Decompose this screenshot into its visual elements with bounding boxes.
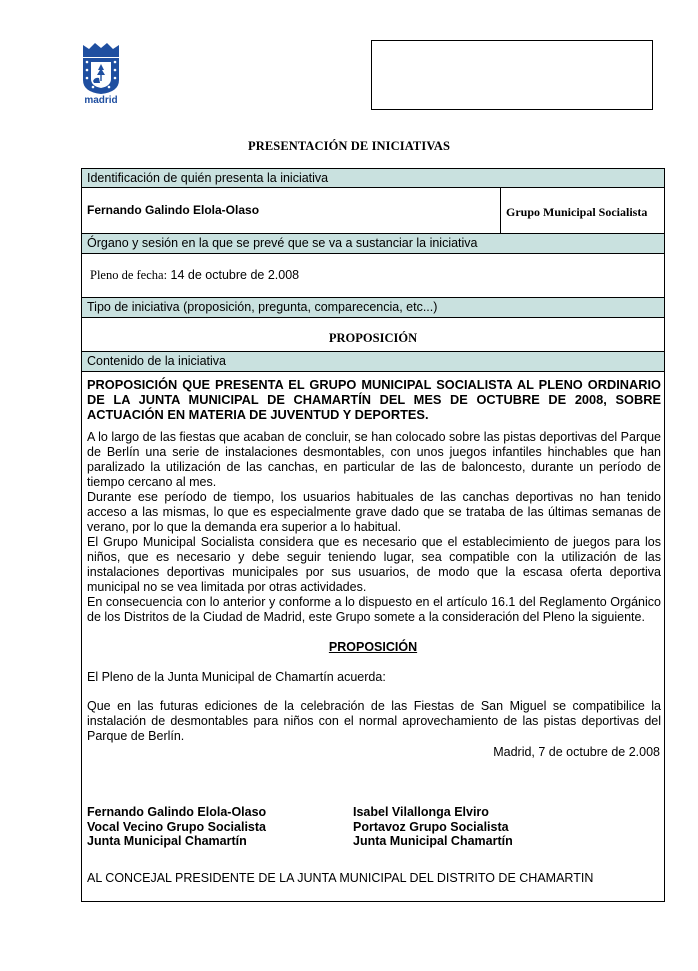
session-prefix: Pleno de fecha: [90,268,168,282]
organ-label-row [82,234,664,254]
content-paragraph: El Grupo Municipal Socialista considera que es necesario que el establecimiento de juegos para los niños, que es necesario y debe seguir teniendo lugar, sea compatible con la utilización de las instalaciones deportivas municipales por sus usuarios, de modo que la escasa oferta deportiva municipal no se vea limitada por otras actividades. [87,535,661,594]
addressee: AL CONCEJAL PRESIDENTE DE LA JUNTA MUNICIPAL DEL DISTRITO DE CHAMARTIN [87,871,594,885]
organ-label: Órgano y sesión en la que se prevé que se va a sustanciar la iniciativa [87,236,478,250]
content-paragraph: En consecuencia con lo anterior y conforme a lo dispuesto en el artículo 16.1 del Reglamento Orgánico de los Distritos de la Ciudad de Madrid, este Grupo somete a la consideración del Pleno la siguiente. [87,595,661,624]
signature-body: Junta Municipal Chamartín [353,834,513,848]
signature-name: Fernando Galindo Elola-Olaso [87,805,267,819]
agreement-intro: El Pleno de la Junta Municipal de Chamartín acuerda: [87,670,386,684]
agreement-text: Que en las futuras ediciones de la celebración de las Fiestas de San Miguel se compatibilice la instalación de desmontables para niños con el normal aprovechamiento de las pistas deportivas del Parque de Berlín. [87,699,661,743]
signature-name: Isabel Vilallonga Elviro [353,805,489,819]
content-label-row [82,352,664,372]
signature-role: Portavoz Grupo Socialista [353,819,509,834]
type-label: Tipo de iniciativa (proposición, pregunta, comparecencia, etc...) [87,300,438,314]
initiative-form [81,168,665,902]
identification-label: Identificación de quién presenta la iniciativa [87,171,329,185]
registration-stamp-box [371,40,653,110]
type-value-row [82,318,664,352]
presenter-divider [500,188,501,233]
document-title: PRESENTACIÓN DE INICIATIVAS [247,139,451,153]
type-value: PROPOSICIÓN [328,331,418,345]
signature-role: Vocal Vecino Grupo Socialista [87,819,266,834]
presenter-row [82,188,664,234]
group-name: Grupo Municipal Socialista [506,205,648,219]
logo-text: madrid [84,95,118,106]
content-label: Contenido de la iniciativa [87,354,226,368]
content-paragraph: Durante ese período de tiempo, los usuarios habituales de las canchas deportivas no han tenido acceso a las mismas, lo que es especialmente grave dado que se trataba de las últimas semanas de verano, por lo que la demanda era superior a lo habitual. [87,490,661,534]
session-date: 14 de octubre de 2.008 [170,268,300,282]
identification-label-row [82,169,664,188]
presenter-name: Fernando Galindo Elola-Olaso [87,203,260,217]
signature-body: Junta Municipal Chamartín [87,834,247,848]
signature-block-left [87,805,266,849]
proposal-heading: PROPOSICIÓN [328,640,418,654]
content-heading: PROPOSICIÓN QUE PRESENTA EL GRUPO MUNICIPAL SOCIALISTA AL PLENO ORDINARIO DE LA JUNTA MUNICIPAL DE CHAMARTÍN DEL MES DE OCTUBRE DE 2008, SOBRE ACTUACIÓN EN MATERIA DE JUVENTUD Y DEPORTES. [87,377,661,422]
content-paragraph: A lo largo de las fiestas que acaban de concluir, se han colocado sobre las pistas deportivas del Parque de Berlín una serie de instalaciones desmontables, con unos juegos infantiles hinchables que han paralizado la utilización de las canchas, en particular de las de baloncesto, durante un período de tiempo cercano al mes. [87,430,661,489]
session-row [82,254,664,298]
type-label-row [82,298,664,318]
date-line: Madrid, 7 de octubre de 2.008 [493,745,660,759]
signature-block-right [353,805,513,849]
